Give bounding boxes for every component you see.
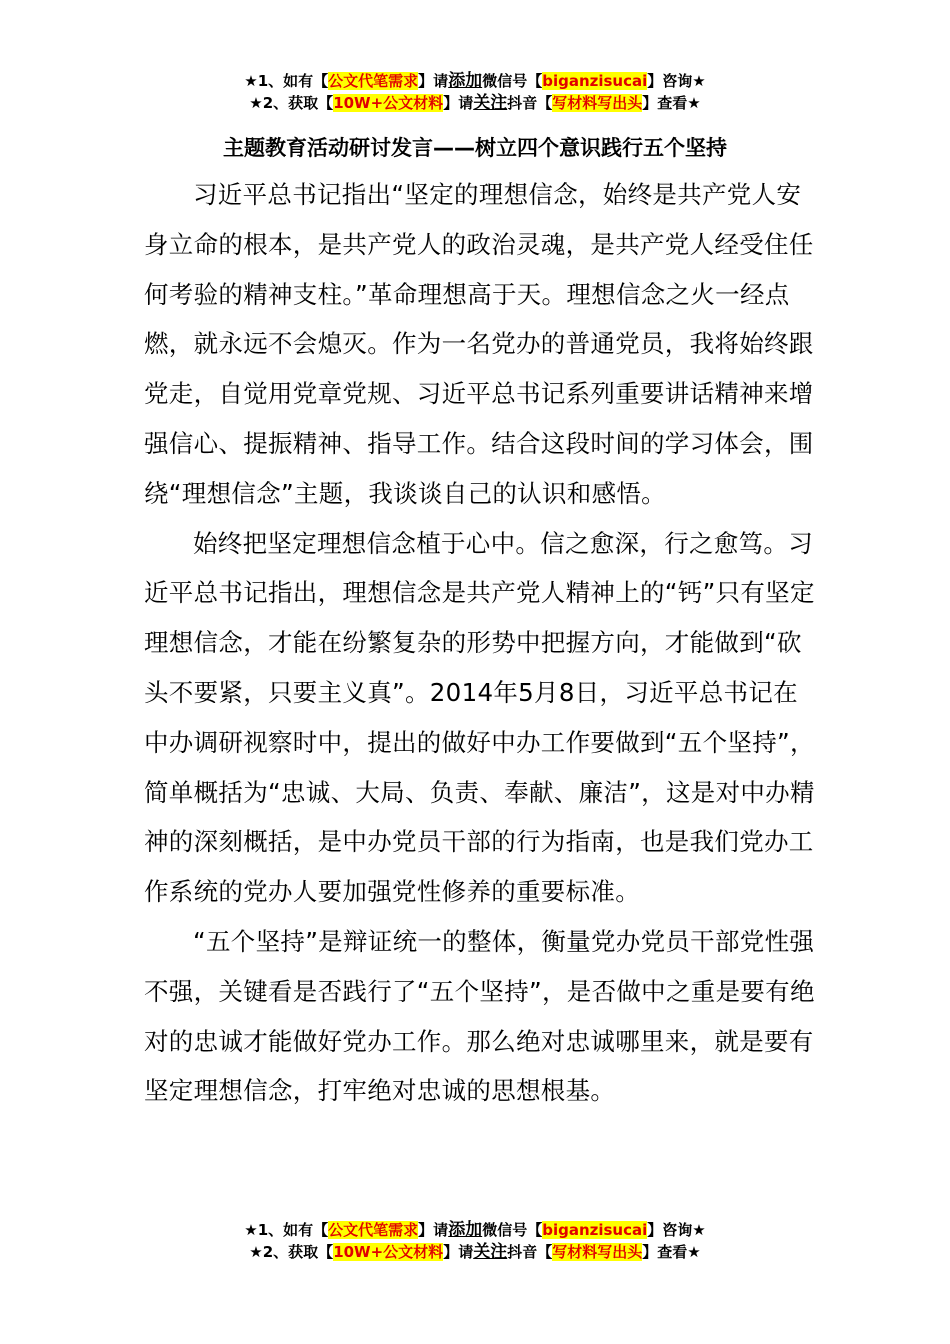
promo-line-1-mid-2: 微信号【 [482,72,543,90]
promo-line-2-highlight-materials: 10W+公文材料 [333,94,444,112]
promo-footer-line-2-highlight-douyin: 写材料写出头 [552,1243,643,1261]
promo-line-2-suffix: 】查看★ [642,94,701,112]
promo-footer-line-2-emphasis: 关注 [473,1242,508,1262]
promo-footer-line-1 [0,1219,950,1241]
promo-line-2 [0,92,950,114]
promo-line-2-highlight-douyin: 写材料写出头 [552,94,643,112]
promo-footer-line-2 [0,1241,950,1263]
body-paragraph-2: 始终把坚定理想信念植于心中。信之愈深，行之愈笃。习近平总书记指出，理想信念是共产党人精神上的“钙”只有坚定理想信念，才能在纷繁复杂的形势中把握方向，才能做到“砍头不要紧，只要主义真”。2014年5月8日，习近平总书记在中办调研视察时中，提出的做好中办工作要做到“五个坚持”，简单概括为“忠诚、大局、负责、奉献、廉洁”，这是对中办精神的深刻概括，是中办党员干部的行为指南，也是我们党办工作系统的党办人要加强党性修养的重要标准。 [144,528,815,907]
promo-footer-line-1-emphasis: 添加 [448,1220,483,1240]
promo-header [0,70,950,114]
promo-footer-line-1-prefix: ★1、如有【 [244,1221,329,1239]
promo-line-2-mid-2: 抖音【 [507,94,553,112]
promo-footer-line-2-mid-2: 抖音【 [507,1243,553,1261]
promo-footer-line-2-highlight-materials: 10W+公文材料 [333,1243,444,1261]
promo-footer [0,1219,950,1263]
promo-footer-line-1-mid-2: 微信号【 [482,1221,543,1239]
body-paragraph-1: 习近平总书记指出“坚定的理想信念，始终是共产党人安身立命的根本，是共产党人的政治灵魂，是共产党人经受住任何考验的精神支柱。”革命理想高于天。理想信念之火一经点燃，就永远不会熄灭。作为一名党办的普通党员，我将始终跟党走，自觉用党章党规、习近平总书记系列重要讲话精神来增强信心、提振精神、指导工作。结合这段时间的学习体会，围绕“理想信念”主题，我谈谈自己的认识和感悟。 [144,180,814,508]
promo-line-1-mid: 】请 [418,72,449,90]
promo-footer-line-2-mid: 】请 [443,1243,474,1261]
promo-line-1-emphasis: 添加 [448,71,483,91]
promo-line-2-prefix: ★2、获取【 [249,94,334,112]
promo-footer-line-2-suffix: 】查看★ [642,1243,701,1261]
promo-line-1 [0,70,950,92]
promo-line-1-prefix: ★1、如有【 [244,72,329,90]
document-title: 主题教育活动研讨发言——树立四个意识践行五个坚持 [223,136,727,160]
promo-line-2-emphasis: 关注 [473,93,508,113]
promo-footer-line-1-suffix: 】咨询★ [647,1221,706,1239]
promo-line-1-highlight-wechat: biganzisucai [542,72,648,90]
promo-line-1-highlight-service: 公文代笔需求 [328,72,419,90]
promo-footer-line-1-mid: 】请 [418,1221,449,1239]
promo-footer-line-1-highlight-wechat: biganzisucai [542,1221,648,1239]
body-paragraph-3: “五个坚持”是辩证统一的整体，衡量党办党员干部党性强不强，关键看是否践行了“五个坚持”，是否做中之重是要有绝对的忠诚才能做好党办工作。那么绝对忠诚哪里来，就是要有坚定理想信念，打牢绝对忠诚的思想根基。 [144,926,815,1106]
document-body [144,170,816,1116]
promo-footer-line-2-prefix: ★2、获取【 [249,1243,334,1261]
promo-footer-line-1-highlight-service: 公文代笔需求 [328,1221,419,1239]
promo-line-1-suffix: 】咨询★ [647,72,706,90]
promo-line-2-mid: 】请 [443,94,474,112]
